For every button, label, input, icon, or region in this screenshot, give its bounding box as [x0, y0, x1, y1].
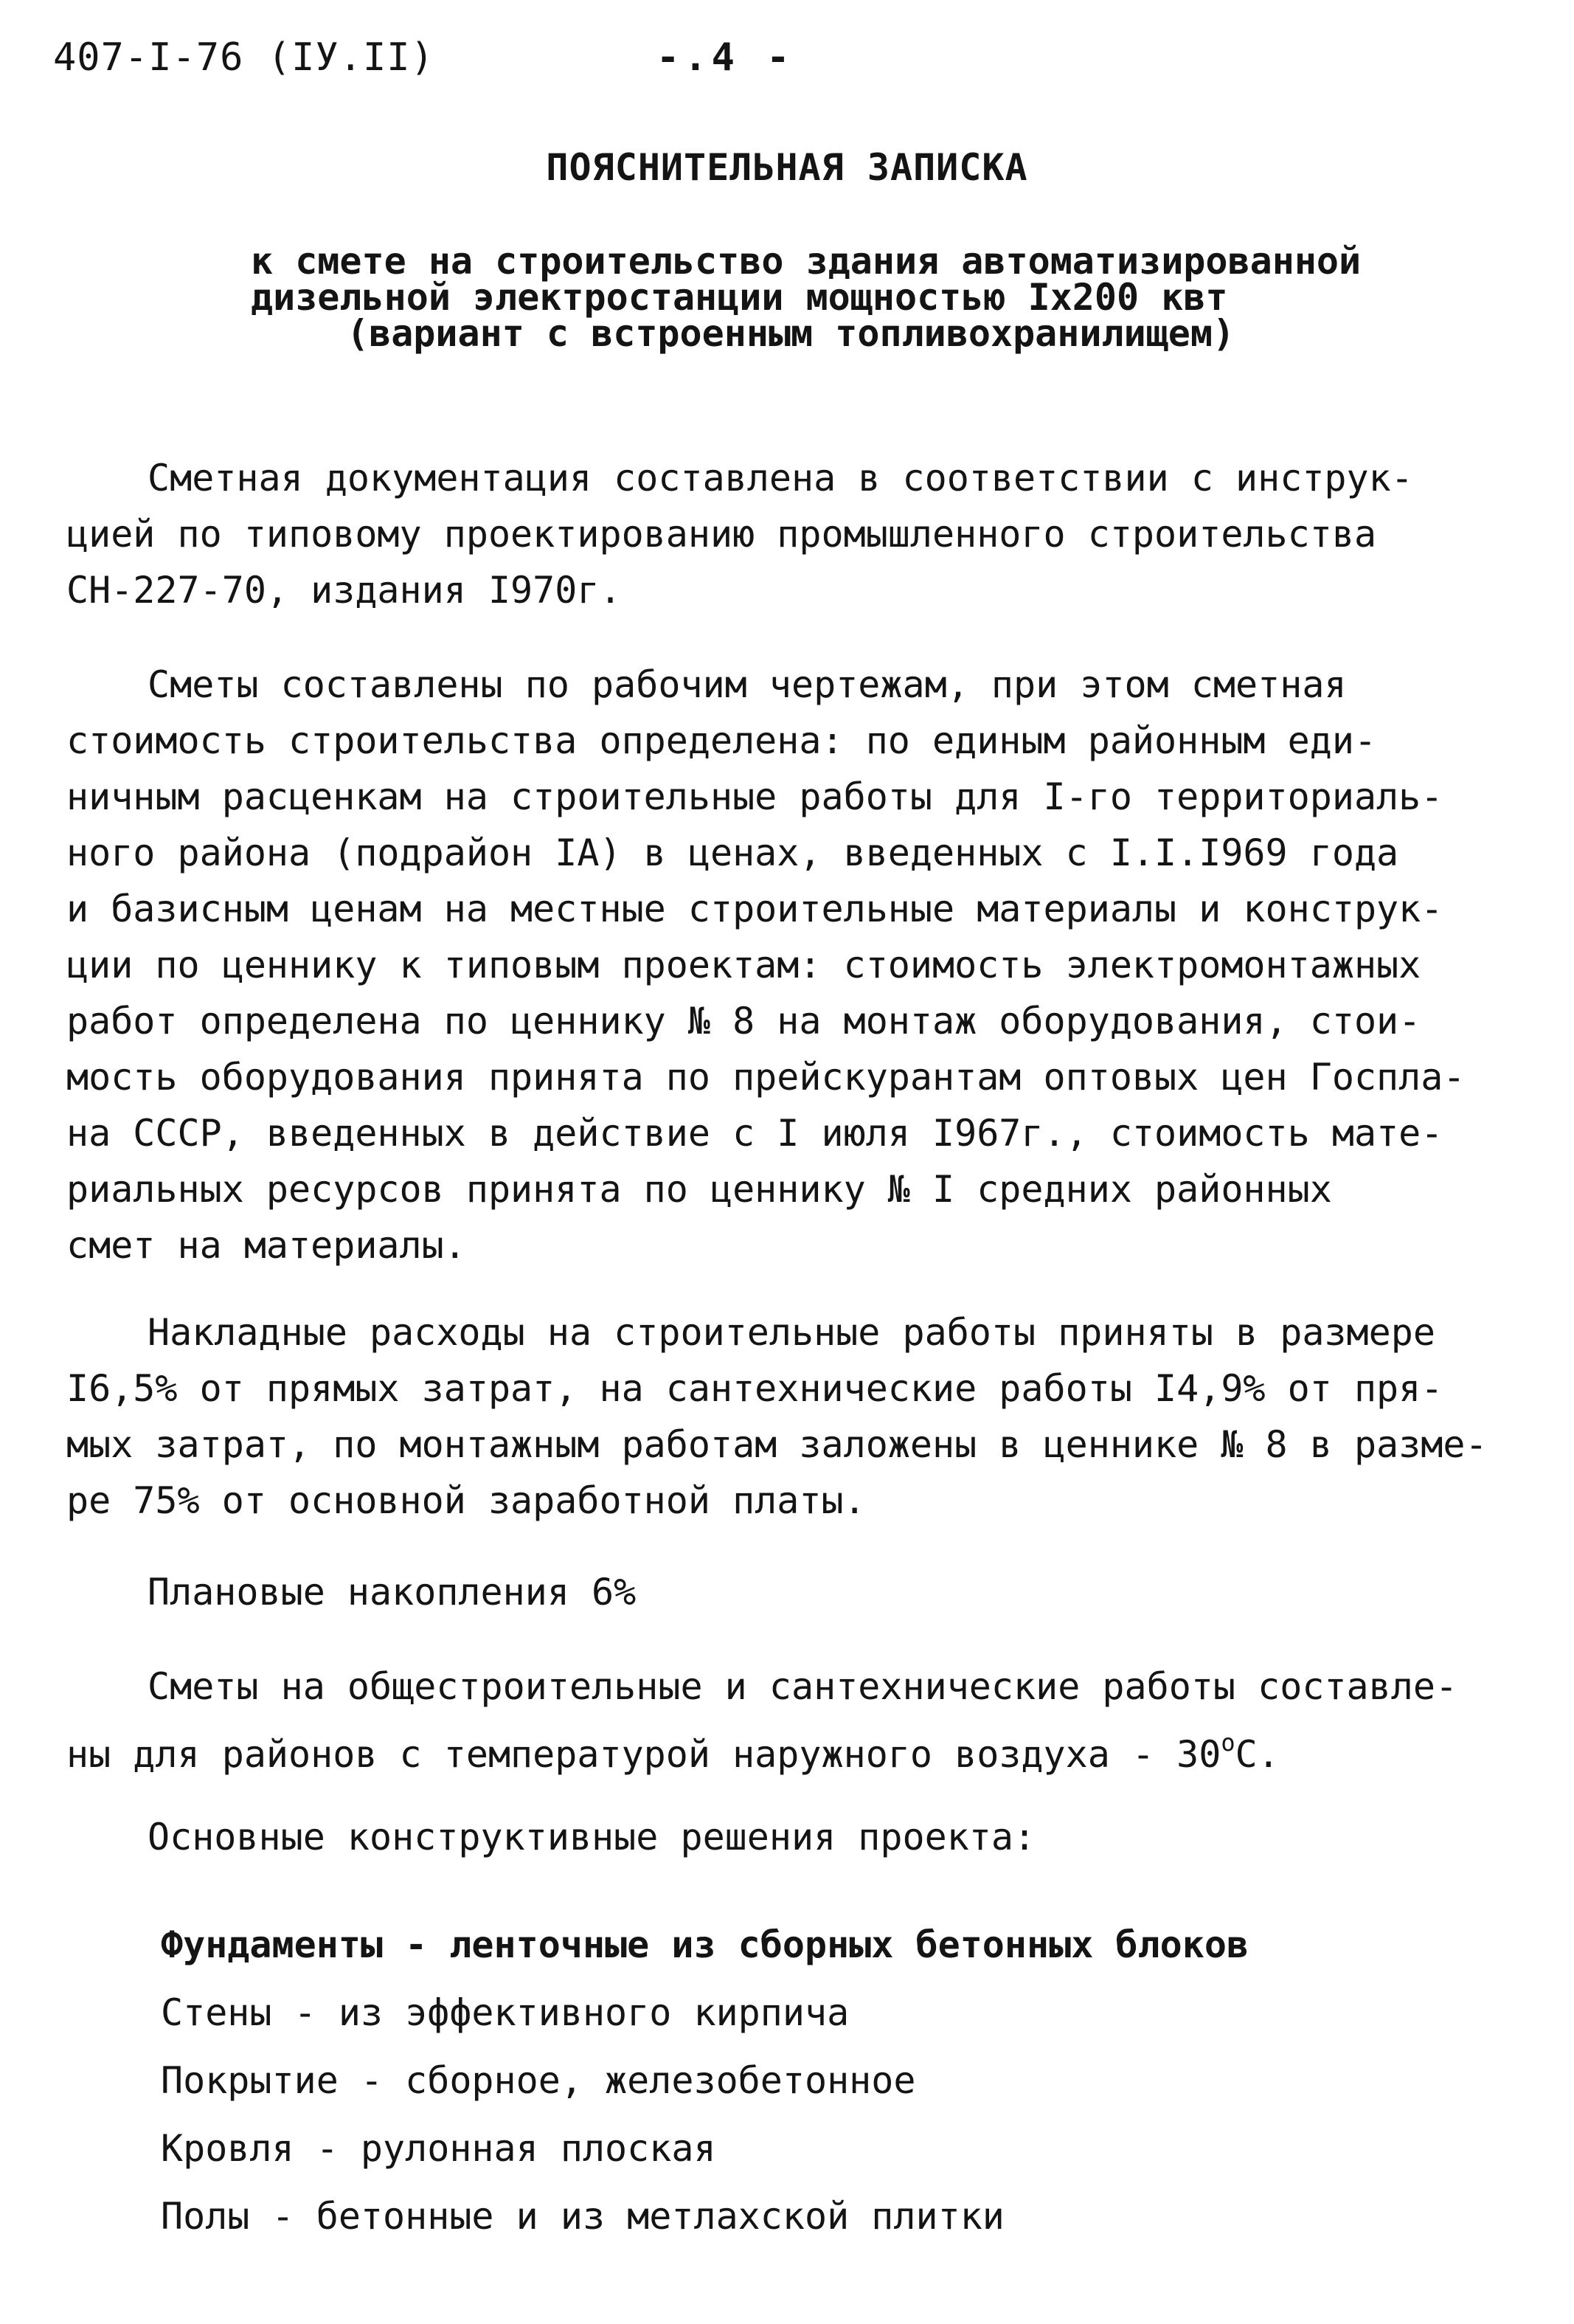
paragraph-overhead	[66, 1304, 1534, 1529]
text-line: Основные конструктивные решения проекта:	[148, 1816, 1036, 1858]
text-line: на СССР, введенных в действие с I июля I967г., стоимость мате-	[66, 1112, 1443, 1155]
paragraph-pricing	[66, 657, 1534, 1273]
text-line: и базисным ценам на местные строительные материалы и конструк-	[66, 888, 1443, 930]
subtitle-line: к смете на строительство здания автоматизированной	[251, 240, 1362, 283]
paragraph-climate	[66, 1659, 1534, 1782]
temperature-text: ны для районов с температурой наружного воздуха - 30	[66, 1733, 1221, 1776]
list-item: Стены - из эффективного кирпича	[161, 1991, 850, 2034]
paragraph-planned-savings	[66, 1564, 1534, 1620]
text-line: Накладные расходы на строительные работы приняты в размере	[148, 1311, 1435, 1354]
text-line: смет на материалы.	[66, 1224, 466, 1267]
document-title: ПОЯСНИТЕЛЬНАЯ ЗАПИСКА	[546, 146, 1028, 189]
text-line: риальных ресурсов принята по ценнику № I средних районных	[66, 1168, 1332, 1211]
page-number: -.4 -	[656, 35, 794, 80]
subtitle-line: (вариант с встроенным топливохранилищем)	[347, 312, 1235, 355]
list-item: Полы - бетонные и из метлахской плитки	[161, 2195, 1005, 2238]
temperature-unit: С.	[1235, 1733, 1280, 1776]
degree-sign: o	[1221, 1729, 1235, 1757]
text-line: Плановые накопления 6%	[148, 1571, 637, 1614]
text-line: ции по ценнику к типовым проектам: стоимость электромонтажных	[66, 944, 1421, 986]
text-line: работ определена по ценнику № 8 на монтаж оборудования, стои-	[66, 1000, 1421, 1042]
construction-list	[161, 1911, 1249, 2250]
text-line: стоимость строительства определена: по единым районным еди-	[66, 719, 1377, 762]
text-line: ного района (подрайон IА) в ценах, введенных с I.I.I969 года	[66, 831, 1399, 874]
text-line: Сметы составлены по рабочим чертежам, при этом сметная	[148, 663, 1347, 706]
text-line: ничным расценкам на строительные работы для I-го территориаль-	[66, 775, 1443, 818]
paragraph-decisions-heading	[66, 1809, 1534, 1865]
text-line: цией по типовому проектированию промышленного строительства	[66, 513, 1377, 556]
text-line: мость оборудования принята по прейскурантам оптовых цен Госпла-	[66, 1056, 1466, 1099]
text-line: I6,5% от прямых затрат, на сантехнические работы I4,9% от пря-	[66, 1367, 1443, 1410]
text-line	[66, 1715, 1534, 1782]
list-item: Фундаменты - ленточные из сборных бетонных блоков	[161, 1923, 1249, 1966]
list-item: Покрытие - сборное, железобетонное	[161, 2059, 916, 2102]
text-line: Сметная документация составлена в соответствии с инструк-	[148, 457, 1413, 499]
subtitle-line: дизельной электростанции мощностью Iх200 квт	[251, 276, 1228, 319]
text-line: ре 75% от основной заработной платы.	[66, 1479, 866, 1522]
list-item: Кровля - рулонная плоская	[161, 2127, 716, 2170]
text-line: Сметы на общестроительные и сантехнические работы составле-	[148, 1665, 1458, 1708]
paragraph-standards	[66, 450, 1534, 618]
text-line: СН-227-70, издания I970г.	[66, 569, 622, 612]
text-line: мых затрат, по монтажным работам заложены в ценнике № 8 в разме-	[66, 1423, 1488, 1466]
document-code: 407-I-76 (IУ.II)	[53, 35, 434, 80]
document-subtitle	[251, 240, 1505, 355]
